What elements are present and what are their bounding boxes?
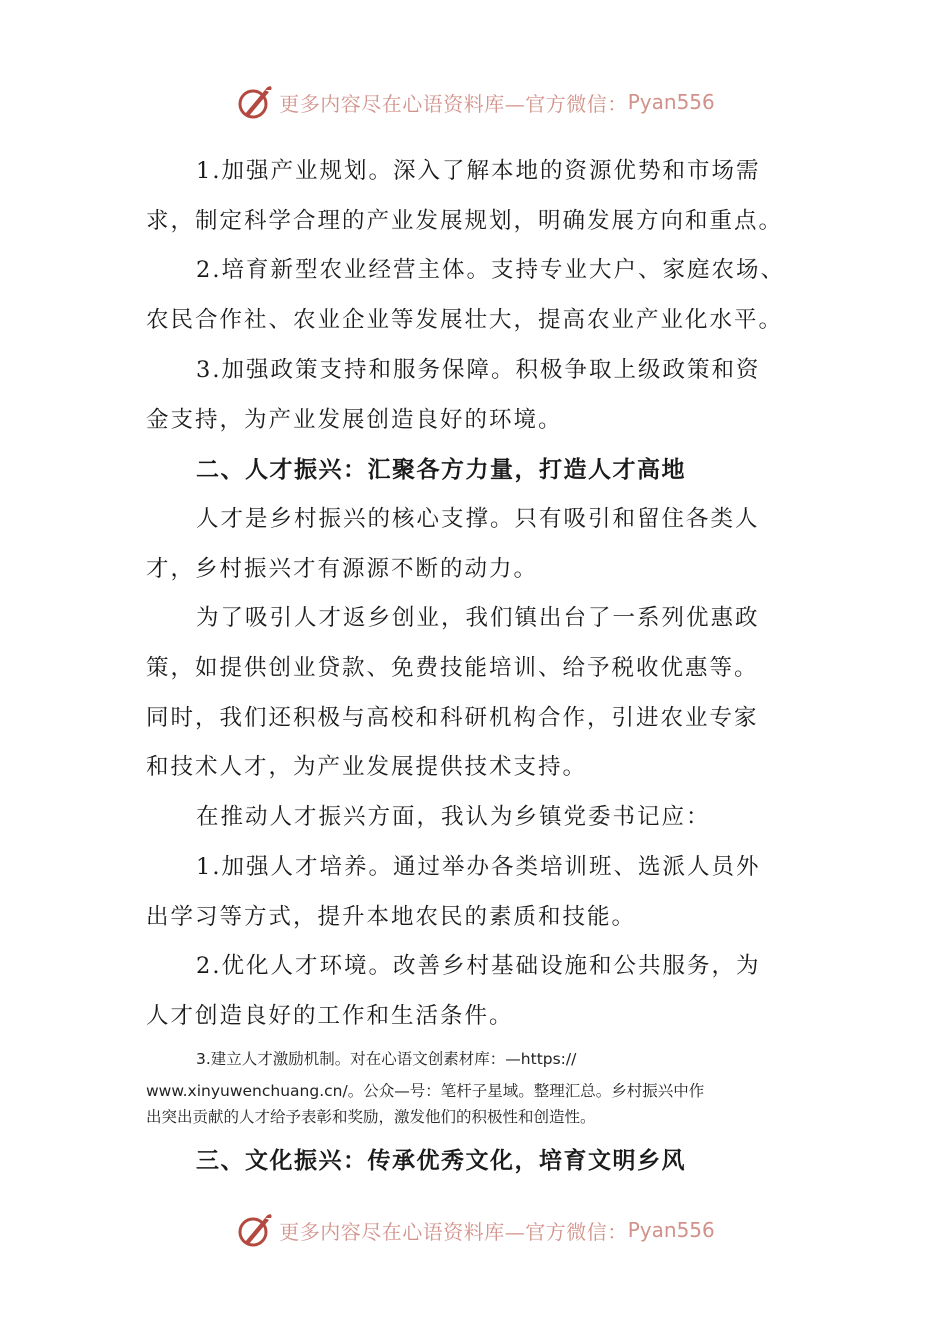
paragraph-line: 2.优化人才环境。改善乡村基础设施和公共服务，为	[196, 953, 761, 980]
quill-logo-icon	[235, 82, 275, 122]
section-heading-culture: 三、文化振兴：传承优秀文化，培育文明乡风	[196, 1146, 686, 1174]
paragraph-line: 农民合作社、农业企业等发展壮大，提高农业产业化水平。	[146, 307, 784, 334]
paragraph-line: 同时，我们还积极与高校和科研机构合作，引进农业专家	[146, 704, 759, 731]
paragraph-line: 策，如提供创业贷款、免费技能培训、给予税收优惠等。	[146, 655, 759, 682]
paragraph-line: 人才是乡村振兴的核心支撑。只有吸引和留住各类人	[196, 505, 760, 532]
section-heading-talent: 二、人才振兴：汇聚各方力量，打造人才高地	[196, 456, 686, 484]
paragraph-line: 金支持，为产业发展创造良好的环境。	[146, 406, 563, 433]
paragraph-line: 在推动人才振兴方面，我认为乡镇党委书记应：	[196, 804, 711, 831]
paragraph-line: 和技术人才，为产业发展提供技术支持。	[146, 754, 588, 781]
paragraph-line: 出学习等方式，提升本地农民的素质和技能。	[146, 903, 637, 930]
small-line: www.xinyuwenchuang.cn/。公众—号：笔杆子星域。整理汇总。乡村振兴中作	[146, 1081, 705, 1100]
paragraph-line: 求，制定科学合理的产业发展规划，明确发展方向和重点。	[146, 207, 784, 234]
paragraph-line: 人才创造良好的工作和生活条件。	[146, 1002, 514, 1029]
paragraph-line: 1.加强人才培养。通过举办各类培训班、选派人员外	[196, 853, 761, 880]
paragraph-line: 才，乡村振兴才有源源不断的动力。	[146, 555, 539, 582]
small-line: 3.建立人才激励机制。对在心语文创素材库：—https://	[196, 1049, 577, 1068]
footer-banner	[0, 1210, 950, 1250]
banner-wechat-id: Pyan556	[627, 90, 715, 114]
paragraph-line: 3.加强政策支持和服务保障。积极争取上级政策和资	[196, 356, 761, 383]
small-print-paragraph	[146, 1046, 802, 1130]
banner-text: 更多内容尽在心语资料库—官方微信：	[279, 91, 628, 116]
paragraph-line: 2.培育新型农业经营主体。支持专业大户、家庭农场、	[196, 257, 785, 284]
header-banner	[0, 82, 950, 122]
quill-logo-icon	[235, 1210, 275, 1250]
paragraph-line: 1.加强产业规划。深入了解本地的资源优势和市场需	[196, 158, 761, 184]
document-body	[146, 147, 802, 1185]
banner-text: 更多内容尽在心语资料库—官方微信：	[279, 1219, 628, 1244]
paragraph-line: 为了吸引人才返乡创业，我们镇出台了一系列优惠政	[196, 605, 760, 632]
banner-wechat-id: Pyan556	[627, 1218, 715, 1242]
small-line: 出突出贡献的人才给予表彰和奖励，激发他们的积极性和创造性。	[146, 1107, 596, 1126]
